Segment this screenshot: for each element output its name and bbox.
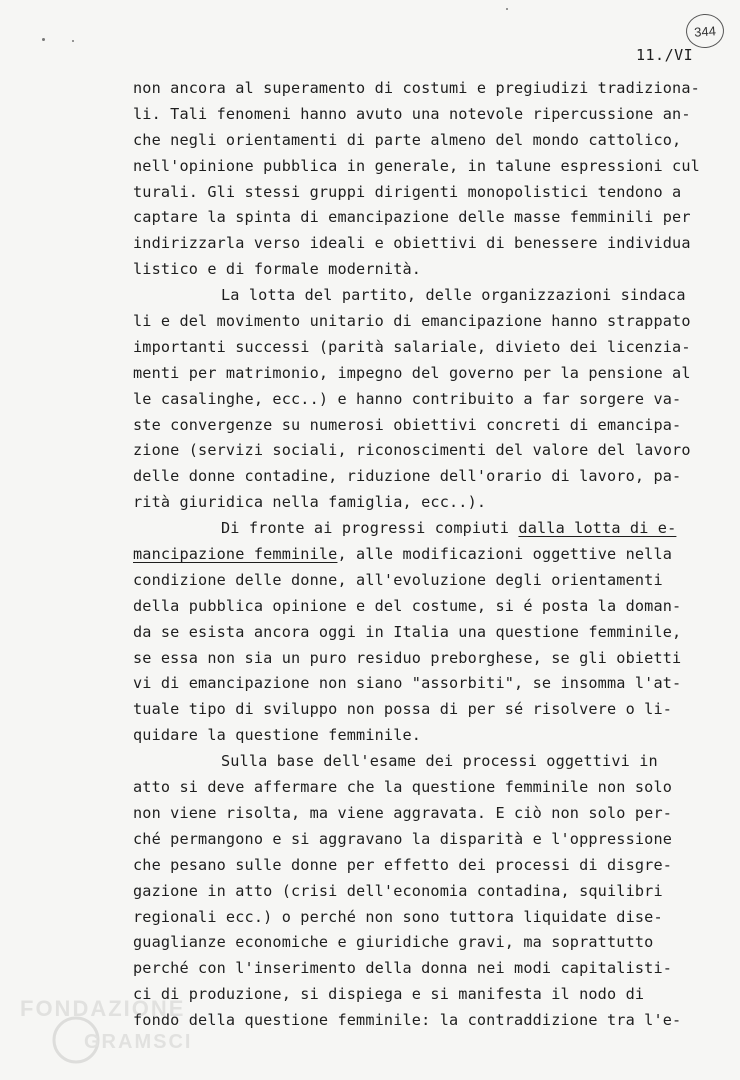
underlined-phrase: dalla lotta di e- xyxy=(518,519,677,538)
paragraph-start-line: Sulla base dell'esame dei processi oggettivi in xyxy=(221,752,658,771)
typewritten-text xyxy=(133,76,700,1034)
text-line: captare la spinta di emancipazione delle masse femminili per xyxy=(133,208,691,227)
text-line: perché con l'inserimento della donna nei modi capitalisti- xyxy=(133,959,673,978)
text-line: menti per matrimonio, impegno del governo per la pensione al xyxy=(133,363,691,382)
text-line: ste convergenze su numerosi obiettivi concreti di emancipa- xyxy=(133,415,682,434)
underlined-phrase: mancipazione femminile xyxy=(133,545,338,564)
text-line: che negli orientamenti di parte almeno del mondo cattolico, xyxy=(133,130,682,149)
text-line xyxy=(133,542,693,568)
paper-speck xyxy=(506,8,508,10)
text-line: nell'opinione pubblica in generale, in talune espressioni cul xyxy=(133,156,700,175)
text-line: gazione in atto (crisi dell'economia contadina, squilibri xyxy=(133,881,663,900)
text-line: rità giuridica nella famiglia, ecc..). xyxy=(133,493,487,512)
text-line: importanti successi (parità salariale, divieto dei licenzia- xyxy=(133,337,691,356)
text-line: vi di emancipazione non siano "assorbiti", se insomma l'at- xyxy=(133,674,682,693)
fondazione-gramsci-watermark-logo xyxy=(18,990,218,1070)
paragraph-start-line xyxy=(133,516,693,542)
paper-speck xyxy=(42,38,45,41)
paper-speck xyxy=(72,40,74,42)
svg-text:FONDAZIONE: FONDAZIONE xyxy=(20,996,186,1021)
text-line: le casalinghe, ecc..) e hanno contribuito a far sorgere va- xyxy=(133,389,682,408)
svg-text:GRAMSCI: GRAMSCI xyxy=(84,1031,193,1053)
text-line: turali. Gli stessi gruppi dirigenti monopolistici tendono a xyxy=(133,182,682,201)
text-line: indirizzarla verso ideali e obiettivi di benessere individua xyxy=(133,234,691,253)
text-line: se essa non sia un puro residuo preborghese, se gli obietti xyxy=(133,648,682,667)
page-number: 11./VI xyxy=(636,46,694,64)
paragraph-start-line: La lotta del partito, delle organizzazioni sindaca xyxy=(221,286,686,305)
text-line: zione (servizi sociali, riconoscimenti del valore del lavoro xyxy=(133,441,691,460)
line-17-lead: Di fronte ai progressi compiuti xyxy=(221,519,519,538)
text-line: delle donne contadine, riduzione dell'orario di lavoro, pa- xyxy=(133,467,682,486)
text-line: tuale tipo di sviluppo non possa di per sé risolvere o li- xyxy=(133,700,673,719)
text-line: listico e di formale modernità. xyxy=(133,260,422,279)
text-line: ché permangono e si aggravano la disparità e l'oppressione xyxy=(133,829,673,848)
text-line: li. Tali fenomeni hanno avuto una notevole ripercussione an- xyxy=(133,104,691,123)
text-line: atto si deve affermare che la questione femminile non solo xyxy=(133,778,673,797)
text-line: fondo della questione femminile: la contraddizione tra l'e- xyxy=(133,1011,682,1030)
text-line: condizione delle donne, all'evoluzione degli orientamenti xyxy=(133,570,663,589)
text-line: guaglianze economiche e giuridiche gravi, ma soprattutto xyxy=(133,933,654,952)
archive-stamp: 344 xyxy=(685,13,725,50)
line-18-rest: , alle modificazioni oggettive nella xyxy=(337,545,673,564)
text-line: li e del movimento unitario di emancipazione hanno strappato xyxy=(133,312,691,331)
text-line: della pubblica opinione e del costume, si é posta la doman- xyxy=(133,596,682,615)
text-line: ci di produzione, si dispiega e si manifesta il nodo di xyxy=(133,985,645,1004)
text-line: da se esista ancora oggi in Italia una questione femminile, xyxy=(133,622,682,641)
text-line: che pesano sulle donne per effetto dei processi di disgre- xyxy=(133,855,673,874)
text-line: non viene risolta, ma viene aggravata. E ciò non solo per- xyxy=(133,803,673,822)
text-line: regionali ecc.) o perché non sono tuttora liquidate dise- xyxy=(133,907,663,926)
text-line: non ancora al superamento di costumi e pregiudizi tradiziona- xyxy=(133,79,700,97)
text-line: quidare la questione femminile. xyxy=(133,726,422,745)
